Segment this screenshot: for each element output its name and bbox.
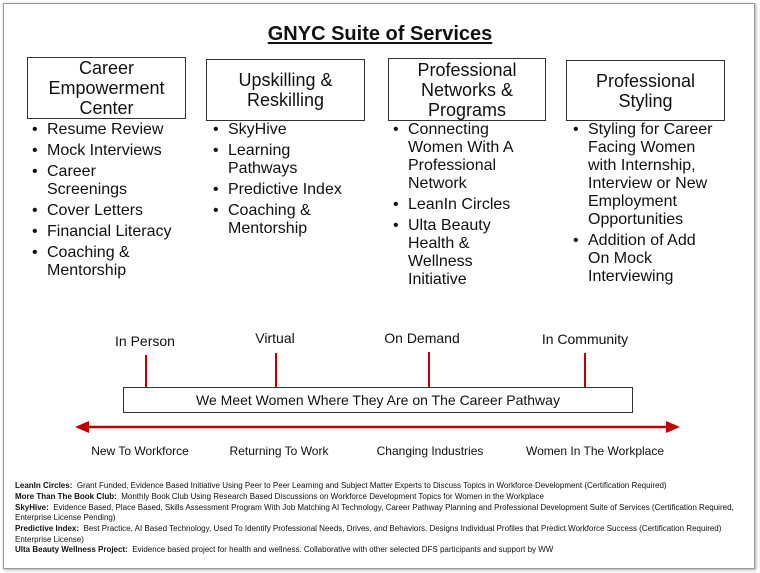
footnote-leanin: LeanIn Circles: Grant Funded, Evidence Based Initiative Using Peer to Peer Learning and Subject Matter Experts to Discuss Topics in Workforce Development (Certification Required) — [15, 481, 667, 490]
stage-new-to-workforce: New To Workforce — [91, 444, 189, 458]
list-item: • Career Screenings — [32, 163, 137, 199]
heading-line: Career — [78, 58, 135, 78]
list-item: • SkyHive — [213, 121, 363, 139]
page-title: GNYC Suite of Services — [267, 23, 493, 45]
list-item: • Resume Review — [32, 121, 182, 139]
footnote-book-club: More Than The Book Club: Monthly Book Club Using Research Based Discussions on Workforce Development Topics for Women in the Workplace — [15, 491, 544, 501]
list-item: • LeanIn Circles — [393, 196, 533, 214]
career-pathway-arrow — [75, 418, 680, 436]
list-item: • Connecting Women With A Professional Network — [393, 121, 520, 193]
list-professional-networks-programs — [393, 121, 533, 292]
heading-line: Upskilling & — [238, 70, 333, 90]
list-item: • Cover Letters — [32, 202, 182, 220]
career-pathway-statement: We Meet Women Where They Are on The Career Pathway — [123, 387, 633, 413]
heading-line: Center — [79, 98, 134, 118]
list-upskilling-reskilling — [213, 121, 363, 241]
heading-professional-networks-programs — [388, 58, 546, 121]
list-item: • Coaching & Mentorship — [32, 244, 147, 280]
list-item: • Mock Interviews — [32, 142, 182, 160]
heading-line: Empowerment — [48, 78, 165, 98]
tick-in-person — [145, 355, 147, 387]
list-item: • Predictive Index — [213, 181, 363, 199]
heading-career-empowerment-center — [27, 57, 186, 119]
heading-line: Networks & — [420, 79, 514, 100]
list-career-empowerment-center — [32, 121, 182, 283]
list-item: • Addition of Add On Mock Interviewing — [573, 232, 708, 286]
mode-in-person: In Person — [115, 333, 175, 349]
tick-on-demand — [428, 352, 430, 387]
stage-changing-industries: Changing Industries — [376, 444, 484, 458]
mode-in-community: In Community — [541, 331, 629, 347]
list-item: • Styling for Career Facing Women with Internship, Interview or New Employment Opportunities — [573, 121, 713, 229]
heading-line: Programs — [427, 99, 507, 120]
heading-line: Professional — [595, 70, 696, 91]
heading-line: Reskilling — [246, 90, 325, 110]
stage-returning-to-work: Returning To Work — [229, 444, 329, 458]
list-item: • Coaching & Mentorship — [213, 202, 328, 238]
footnote-skyhive: SkyHive: Evidence Based, Place Based, Skills Assessment Program With Job Matching AI Technology, Career Pathway Planning and Professional Development Suite of Services (Certification Required, Enterprise License Pending) — [15, 502, 734, 523]
list-professional-styling — [573, 121, 733, 289]
footnote-predictive-index: Predictive Index: Best Practice, AI Based Technology, Used To Identify Professional Needs, Drives, and Behaviors. Designs Individual Profiles that Predict Workforce Success (Certification Required) Enterprise License) — [15, 524, 722, 544]
arrow-head-left — [75, 421, 89, 433]
stage-women-in-workplace: Women In The Workplace — [525, 444, 665, 458]
list-item: • Learning Pathways — [213, 142, 318, 178]
heading-line: Styling — [618, 90, 673, 111]
heading-professional-styling — [566, 60, 725, 121]
tick-in-community — [584, 353, 586, 387]
tick-virtual — [275, 353, 277, 387]
heading-upskilling-reskilling — [206, 59, 365, 121]
heading-line: Professional — [417, 59, 517, 80]
list-item: • Financial Literacy — [32, 223, 182, 241]
footnote-ulta-beauty: Ulta Beauty Wellness Project: Evidence based project for health and wellness. Collaborative with other selected DFS participants and support by WW — [15, 545, 554, 555]
arrow-head-right — [666, 421, 680, 433]
mode-virtual: Virtual — [255, 330, 295, 346]
mode-on-demand: On Demand — [384, 330, 460, 346]
footnotes — [15, 481, 750, 556]
list-item: • Ulta Beauty Health & Wellness Initiative — [393, 217, 496, 289]
